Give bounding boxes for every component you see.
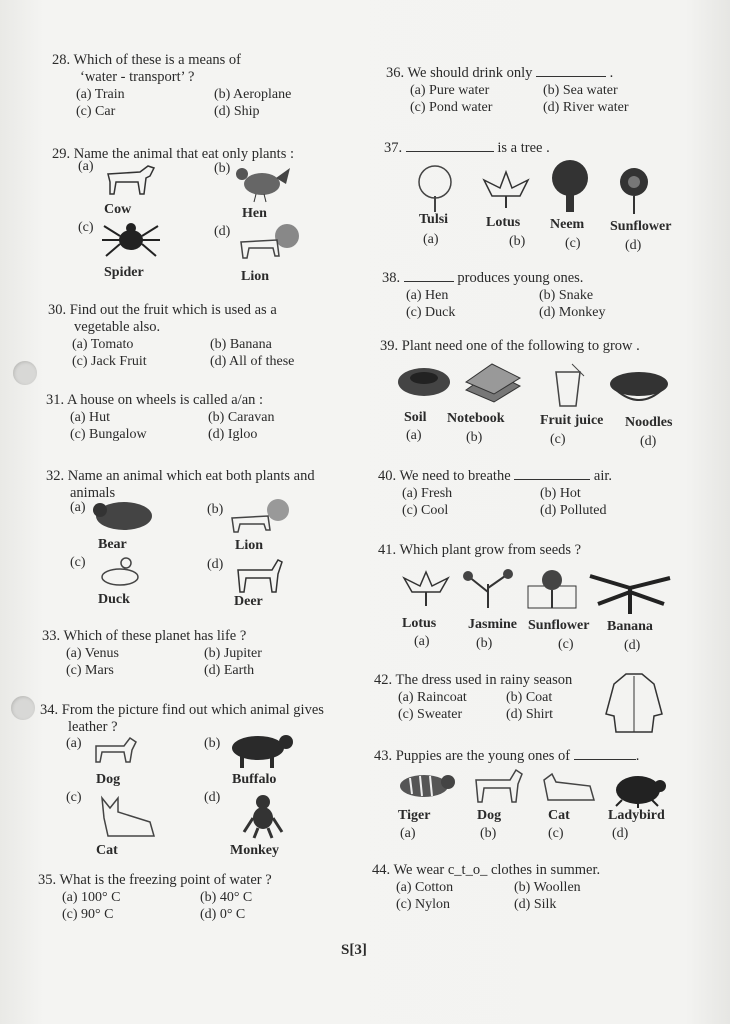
option-c[interactable]: (c) Pond water xyxy=(410,100,493,115)
label-duck: Duck xyxy=(98,592,130,607)
spider-picture xyxy=(100,216,162,262)
option-b[interactable]: (b) Jupiter xyxy=(204,646,262,661)
label-cat: Cat xyxy=(548,808,570,823)
label-sunflower: Sunflower xyxy=(528,618,590,633)
option-c[interactable]: (c) Nylon xyxy=(396,897,451,912)
option-a[interactable]: (a) xyxy=(70,500,86,515)
option-b[interactable]: (b) Sea water xyxy=(543,83,618,98)
option-a[interactable]: (a) 100° C xyxy=(62,890,121,905)
option-d[interactable]: (d) Monkey xyxy=(539,305,606,320)
option-d[interactable]: (d) xyxy=(207,557,224,572)
question-30 xyxy=(48,302,348,370)
tiger-picture xyxy=(396,768,456,808)
label-lion: Lion xyxy=(241,269,270,284)
question-36: 36. We should drink only . (a) Pure water (b) Sea water (c) Pond water (d) River water xyxy=(386,65,676,116)
option-b[interactable]: (b) xyxy=(466,430,483,445)
label-spider: Spider xyxy=(104,265,144,280)
option-c[interactable]: (c) xyxy=(550,432,566,447)
label-soil: Soil xyxy=(404,410,427,425)
question-34 xyxy=(40,702,360,736)
deer-picture xyxy=(232,556,294,596)
question-text-line2: leather ? xyxy=(68,719,118,735)
lion-picture xyxy=(226,496,292,538)
option-c[interactable]: (c) xyxy=(565,236,581,251)
question-text-line2: vegetable also. xyxy=(74,319,161,335)
monkey-picture xyxy=(240,792,286,840)
dog-picture xyxy=(470,766,530,806)
question-text: 39. Plant need one of the following to grow . xyxy=(380,338,640,354)
duck-picture xyxy=(96,553,144,589)
option-d[interactable]: (d) Polluted xyxy=(540,503,607,518)
question-text-line2: ‘water - transport’ ? xyxy=(80,69,195,85)
question-38 xyxy=(382,270,672,321)
label-monkey: Monkey xyxy=(230,843,279,858)
option-c[interactable]: (c) Jack Fruit xyxy=(72,354,147,369)
option-b[interactable]: (b) xyxy=(476,636,493,651)
option-a[interactable]: (a) Train xyxy=(76,87,125,102)
dog-picture xyxy=(90,732,144,768)
soil-picture xyxy=(396,364,452,400)
question-text-line2: animals xyxy=(70,485,116,501)
question-text: 43. Puppies are the young ones of xyxy=(374,748,571,764)
question-37 xyxy=(384,140,674,157)
option-a[interactable]: (a) Cotton xyxy=(396,880,454,895)
option-a[interactable]: (a) xyxy=(78,159,94,174)
label-lion: Lion xyxy=(235,538,264,553)
label-jasmine: Jasmine xyxy=(468,617,517,632)
label-lotus: Lotus xyxy=(402,616,437,631)
question-28 xyxy=(52,52,352,120)
option-b[interactable]: (b) Hot xyxy=(540,486,581,501)
option-a[interactable]: (a) xyxy=(414,634,430,649)
option-d[interactable]: (d) xyxy=(624,638,641,653)
label-deer: Deer xyxy=(234,594,263,609)
answer-blank[interactable] xyxy=(406,151,494,152)
page-number: S[3] xyxy=(341,942,367,958)
punch-hole xyxy=(13,361,37,385)
option-b[interactable]: (b) xyxy=(207,502,224,517)
option-a[interactable]: (a) Pure water xyxy=(410,83,490,98)
option-c[interactable]: (c) Cool xyxy=(402,503,449,518)
question-text-end: air. xyxy=(593,468,613,484)
label-neem: Neem xyxy=(550,217,585,232)
ladybird-picture xyxy=(608,772,668,808)
option-b[interactable]: (b) Aeroplane xyxy=(214,87,292,102)
option-b[interactable]: (b) Caravan xyxy=(208,410,275,425)
question-text: produces young ones. xyxy=(457,270,584,286)
question-text: 42. The dress used in rainy season xyxy=(374,672,573,688)
option-c[interactable]: (c) xyxy=(78,220,94,235)
option-d[interactable]: (d) Shirt xyxy=(506,707,554,722)
banana-plant-picture xyxy=(586,570,674,614)
label-hen: Hen xyxy=(242,206,267,221)
label-fruit-juice: Fruit juice xyxy=(540,413,604,428)
option-b[interactable]: (b) Woollen xyxy=(514,880,581,895)
label-noodles: Noodles xyxy=(625,415,673,430)
jasmine-picture xyxy=(460,568,516,610)
question-31 xyxy=(46,392,346,443)
question-text: 32. Name an animal which eat both plants and xyxy=(46,468,315,484)
option-d[interactable]: (d) 0° C xyxy=(200,907,246,922)
option-b[interactable]: (b) xyxy=(214,161,231,176)
notebook-picture xyxy=(462,360,524,404)
lion-picture xyxy=(235,220,301,264)
option-d[interactable]: (d) Silk xyxy=(514,897,557,912)
label-tiger: Tiger xyxy=(398,808,431,823)
lotus-picture xyxy=(398,568,454,608)
label-banana: Banana xyxy=(607,619,653,634)
question-text: 30. Find out the fruit which is used as a xyxy=(48,302,277,318)
option-b[interactable]: (b) Coat xyxy=(506,690,553,705)
question-text: 34. From the picture find out which animal gives xyxy=(40,702,324,718)
option-a[interactable]: (a) xyxy=(400,826,416,841)
question-text: is a tree . xyxy=(497,140,550,156)
question-number: 38. xyxy=(382,270,401,286)
option-b[interactable]: (b) Snake xyxy=(539,288,594,303)
option-d[interactable]: (d) Igloo xyxy=(208,427,258,442)
answer-blank[interactable] xyxy=(404,281,454,282)
option-d[interactable]: (d) xyxy=(214,224,231,239)
label-notebook: Notebook xyxy=(447,411,505,426)
question-text: 35. What is the freezing point of water ? xyxy=(38,872,272,888)
question-text: 36. We should drink only xyxy=(386,65,533,81)
option-c[interactable]: (c) Sweater xyxy=(398,707,463,722)
question-41 xyxy=(378,542,678,559)
question-40 xyxy=(378,468,678,519)
option-c[interactable]: (c) Bungalow xyxy=(70,427,147,442)
raincoat-picture xyxy=(604,670,664,738)
sunflower-picture xyxy=(612,166,656,214)
question-39 xyxy=(380,338,680,355)
question-44 xyxy=(372,862,632,913)
option-d[interactable]: (d) Earth xyxy=(204,663,255,678)
option-c[interactable]: (c) Car xyxy=(76,104,116,119)
label-cat: Cat xyxy=(96,843,118,858)
tulsi-picture xyxy=(410,162,460,212)
option-d[interactable]: (d) xyxy=(640,434,657,449)
option-b[interactable]: (b) 40° C xyxy=(200,890,253,905)
option-d[interactable]: (d) River water xyxy=(543,100,629,115)
label-tulsi: Tulsi xyxy=(419,212,449,227)
option-a[interactable]: (a) Venus xyxy=(66,646,120,661)
question-text: 28. Which of these is a means of xyxy=(52,52,241,68)
option-a[interactable]: (a) Raincoat xyxy=(398,690,467,705)
option-a[interactable]: (a) Hen xyxy=(406,288,449,303)
option-c[interactable]: (c) xyxy=(558,637,574,652)
sunflower-picture xyxy=(526,566,578,612)
option-b[interactable]: (b) xyxy=(509,234,526,249)
cow-picture xyxy=(100,160,160,202)
bear-picture xyxy=(92,496,156,536)
cat-picture xyxy=(94,792,162,840)
option-d[interactable]: (d) xyxy=(612,826,629,841)
fruit-juice-picture xyxy=(550,362,590,408)
question-text: 40. We need to breathe xyxy=(378,468,511,484)
question-text: 29. Name the animal that eat only plants : xyxy=(52,146,295,162)
question-text: 44. We wear c_t_o_ clothes in summer. xyxy=(372,862,601,878)
label-ladybird: Ladybird xyxy=(608,808,665,823)
answer-blank[interactable] xyxy=(514,479,590,480)
option-d[interactable]: (d) All of these xyxy=(210,354,295,369)
question-29 xyxy=(52,146,352,163)
option-b[interactable]: (b) Banana xyxy=(210,337,272,352)
answer-blank[interactable] xyxy=(536,76,606,77)
neem-picture xyxy=(542,158,598,214)
buffalo-picture xyxy=(226,730,296,770)
option-c[interactable]: (c) Mars xyxy=(66,663,114,678)
option-a[interactable]: (a) Hut xyxy=(70,410,111,425)
option-c[interactable]: (c) Duck xyxy=(406,305,456,320)
cat-picture xyxy=(540,772,598,806)
label-cow: Cow xyxy=(104,202,132,217)
label-dog: Dog xyxy=(477,808,502,823)
option-c[interactable]: (c) xyxy=(66,790,82,805)
label-sunflower: Sunflower xyxy=(610,219,672,234)
lotus-picture xyxy=(478,168,534,208)
label-dog: Dog xyxy=(96,772,121,787)
option-b[interactable]: (b) xyxy=(480,826,497,841)
question-42 xyxy=(374,672,614,723)
question-43: 43. Puppies are the young ones of . xyxy=(374,748,640,764)
punch-hole xyxy=(11,696,35,720)
option-d[interactable]: (d) xyxy=(204,790,221,805)
option-c[interactable]: (c) xyxy=(548,826,564,841)
question-text: 31. A house on wheels is called a/an : xyxy=(46,392,264,408)
option-a[interactable]: (a) xyxy=(66,736,82,751)
question-35 xyxy=(38,872,338,923)
question-number: 37. xyxy=(384,140,403,156)
answer-blank[interactable] xyxy=(574,759,636,760)
label-bear: Bear xyxy=(98,537,127,552)
option-a[interactable]: (a) Tomato xyxy=(72,337,134,352)
noodles-picture xyxy=(608,368,670,408)
question-33 xyxy=(42,628,342,679)
label-buffalo: Buffalo xyxy=(232,772,277,787)
option-b[interactable]: (b) xyxy=(204,736,221,751)
option-a[interactable]: (a) xyxy=(423,232,439,247)
option-a[interactable]: (a) xyxy=(406,428,422,443)
option-c[interactable]: (c) xyxy=(70,555,86,570)
label-lotus: Lotus xyxy=(486,215,521,230)
hen-picture xyxy=(232,162,294,204)
option-c[interactable]: (c) 90° C xyxy=(62,907,114,922)
option-a[interactable]: (a) Fresh xyxy=(402,486,453,501)
option-d[interactable]: (d) xyxy=(625,238,642,253)
option-d[interactable]: (d) Ship xyxy=(214,104,260,119)
question-text: 41. Which plant grow from seeds ? xyxy=(378,542,582,558)
question-text: 33. Which of these planet has life ? xyxy=(42,628,247,644)
